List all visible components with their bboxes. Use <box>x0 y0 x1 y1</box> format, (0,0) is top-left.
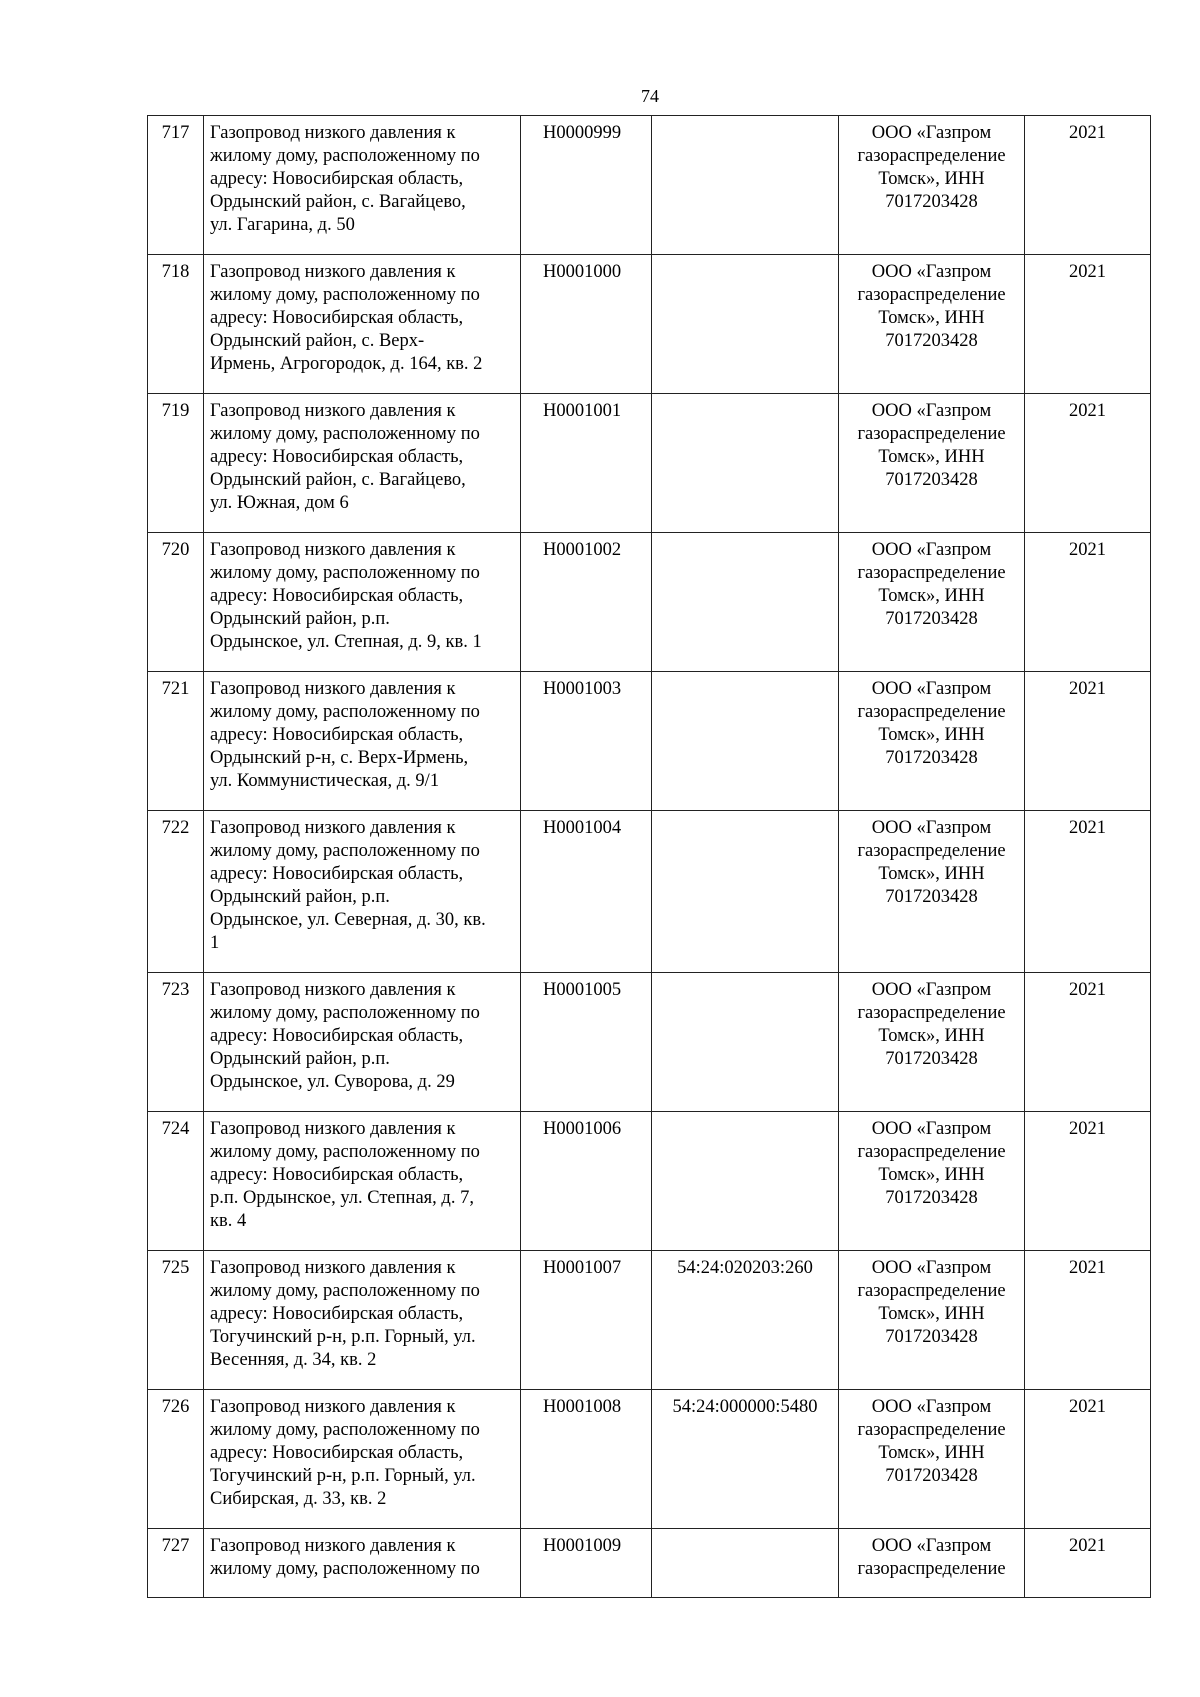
owner <box>839 1251 1025 1390</box>
object-name-line: Ордынское, ул. Северная, д. 30, кв. <box>210 910 486 930</box>
owner-line: ООО «Газпром <box>871 1258 992 1278</box>
object-name-line: жилому дому, расположенному по <box>210 563 480 583</box>
object-name <box>204 811 521 973</box>
owner-line: ООО «Газпром <box>871 540 992 560</box>
owner-line: газораспределение <box>857 841 1006 861</box>
object-name-line: Ордынское, ул. Степная, д. 9, кв. 1 <box>210 632 482 652</box>
owner-line: 7017203428 <box>885 748 978 768</box>
object-name-line: жилому дому, расположенному по <box>210 1281 480 1301</box>
object-name-line: жилому дому, расположенному по <box>210 1420 480 1440</box>
inventory-code: Н0001001 <box>521 394 652 533</box>
table-row <box>148 394 1151 533</box>
row-number: 727 <box>148 1529 204 1598</box>
owner-line: газораспределение <box>857 1281 1006 1301</box>
table-row <box>148 811 1151 973</box>
object-name-line: жилому дому, расположенному по <box>210 702 480 722</box>
object-name-line: ул. Южная, дом 6 <box>210 493 349 513</box>
owner-line: Томск», ИНН <box>878 586 985 606</box>
inventory-code: Н0001009 <box>521 1529 652 1598</box>
object-name-line: Газопровод низкого давления к <box>210 679 456 699</box>
cadastral-number <box>652 1529 839 1598</box>
table-row <box>148 1112 1151 1251</box>
object-name-line: адресу: Новосибирская область, <box>210 586 464 606</box>
owner-line: Томск», ИНН <box>878 725 985 745</box>
owner-line: ООО «Газпром <box>871 679 992 699</box>
owner-line: газораспределение <box>857 1142 1006 1162</box>
object-name-line: Ордынский р-н, с. Верх-Ирмень, <box>210 748 469 768</box>
object-name-line: Газопровод низкого давления к <box>210 401 456 421</box>
object-name-line: р.п. Ордынское, ул. Степная, д. 7, <box>210 1188 474 1208</box>
owner <box>839 811 1025 973</box>
cadastral-number: 54:24:020203:260 <box>652 1251 839 1390</box>
object-name-line: адресу: Новосибирская область, <box>210 169 464 189</box>
inventory-code: Н0000999 <box>521 116 652 255</box>
object-name-line: жилому дому, расположенному по <box>210 1559 480 1579</box>
year: 2021 <box>1025 672 1151 811</box>
object-name-line: Весенняя, д. 34, кв. 2 <box>210 1350 377 1370</box>
object-name-line: Ордынский район, р.п. <box>210 1049 390 1069</box>
object-name-line: Тогучинский р-н, р.п. Горный, ул. <box>210 1466 476 1486</box>
owner-line: газораспределение <box>857 285 1006 305</box>
owner-line: ООО «Газпром <box>871 1397 992 1417</box>
object-name-line: Газопровод низкого давления к <box>210 1397 456 1417</box>
owner-line: ООО «Газпром <box>871 401 992 421</box>
owner <box>839 672 1025 811</box>
row-number: 718 <box>148 255 204 394</box>
object-name-line: жилому дому, расположенному по <box>210 1003 480 1023</box>
object-name <box>204 1529 521 1598</box>
owner-line: 7017203428 <box>885 609 978 629</box>
object-name-line: Ордынский район, р.п. <box>210 887 390 907</box>
owner <box>839 116 1025 255</box>
object-name-line: ул. Гагарина, д. 50 <box>210 215 355 235</box>
object-name <box>204 1112 521 1251</box>
owner-line: ООО «Газпром <box>871 1536 992 1556</box>
row-number: 722 <box>148 811 204 973</box>
owner <box>839 973 1025 1112</box>
object-name-line: Газопровод низкого давления к <box>210 818 456 838</box>
owner-line: ООО «Газпром <box>871 980 992 1000</box>
year: 2021 <box>1025 394 1151 533</box>
cadastral-number <box>652 672 839 811</box>
inventory-code: Н0001007 <box>521 1251 652 1390</box>
inventory-code: Н0001005 <box>521 973 652 1112</box>
year: 2021 <box>1025 533 1151 672</box>
object-name-line: адресу: Новосибирская область, <box>210 1304 464 1324</box>
year: 2021 <box>1025 116 1151 255</box>
owner-line: 7017203428 <box>885 887 978 907</box>
inventory-code: Н0001002 <box>521 533 652 672</box>
owner-line: Томск», ИНН <box>878 1026 985 1046</box>
object-name-line: Тогучинский р-н, р.п. Горный, ул. <box>210 1327 476 1347</box>
cadastral-number <box>652 1112 839 1251</box>
object-name-line: Сибирская, д. 33, кв. 2 <box>210 1489 387 1509</box>
object-name-line: жилому дому, расположенному по <box>210 1142 480 1162</box>
owner <box>839 1112 1025 1251</box>
owner-line: Томск», ИНН <box>878 1165 985 1185</box>
page-number: 74 <box>641 86 659 106</box>
owner <box>839 394 1025 533</box>
row-number: 725 <box>148 1251 204 1390</box>
owner-line: 7017203428 <box>885 1049 978 1069</box>
owner <box>839 533 1025 672</box>
inventory-code: Н0001003 <box>521 672 652 811</box>
object-name-line: Газопровод низкого давления к <box>210 262 456 282</box>
row-number: 719 <box>148 394 204 533</box>
owner-line: Томск», ИНН <box>878 169 985 189</box>
owner-line: 7017203428 <box>885 1188 978 1208</box>
object-name-line: адресу: Новосибирская область, <box>210 1443 464 1463</box>
inventory-code: Н0001008 <box>521 1390 652 1529</box>
owner-line: газораспределение <box>857 1003 1006 1023</box>
cadastral-number <box>652 394 839 533</box>
table-row <box>148 116 1151 255</box>
registry-table <box>147 115 1151 1598</box>
table-row <box>148 1529 1151 1598</box>
inventory-code: Н0001004 <box>521 811 652 973</box>
object-name-line: жилому дому, расположенному по <box>210 424 480 444</box>
object-name <box>204 1390 521 1529</box>
owner-line: Томск», ИНН <box>878 1304 985 1324</box>
owner-line: Томск», ИНН <box>878 864 985 884</box>
object-name-line: кв. 4 <box>210 1211 247 1231</box>
year: 2021 <box>1025 1390 1151 1529</box>
object-name <box>204 1251 521 1390</box>
object-name-line: ул. Коммунистическая, д. 9/1 <box>210 771 440 791</box>
object-name-line: адресу: Новосибирская область, <box>210 725 464 745</box>
table-row <box>148 1251 1151 1390</box>
object-name <box>204 672 521 811</box>
cadastral-number <box>652 533 839 672</box>
table-row <box>148 533 1151 672</box>
table-row <box>148 1390 1151 1529</box>
object-name-line: жилому дому, расположенному по <box>210 146 480 166</box>
year: 2021 <box>1025 811 1151 973</box>
owner-line: газораспределение <box>857 563 1006 583</box>
object-name <box>204 973 521 1112</box>
cadastral-number <box>652 116 839 255</box>
object-name-line: Газопровод низкого давления к <box>210 123 456 143</box>
cadastral-number <box>652 973 839 1112</box>
object-name <box>204 533 521 672</box>
owner-line: ООО «Газпром <box>871 262 992 282</box>
row-number: 723 <box>148 973 204 1112</box>
owner <box>839 1390 1025 1529</box>
owner-line: Томск», ИНН <box>878 308 985 328</box>
row-number: 724 <box>148 1112 204 1251</box>
row-number: 721 <box>148 672 204 811</box>
table-row <box>148 255 1151 394</box>
owner-line: Томск», ИНН <box>878 1443 985 1463</box>
owner-line: 7017203428 <box>885 470 978 490</box>
year: 2021 <box>1025 1529 1151 1598</box>
owner-line: газораспределение <box>857 424 1006 444</box>
year: 2021 <box>1025 1251 1151 1390</box>
owner <box>839 255 1025 394</box>
row-number: 720 <box>148 533 204 672</box>
owner-line: ООО «Газпром <box>871 1119 992 1139</box>
object-name-line: Ордынский район, с. Верх- <box>210 331 425 351</box>
owner-line: 7017203428 <box>885 1466 978 1486</box>
table-row <box>148 973 1151 1112</box>
object-name-line: адресу: Новосибирская область, <box>210 1026 464 1046</box>
object-name-line: Ордынский район, с. Вагайцево, <box>210 470 466 490</box>
owner-line: ООО «Газпром <box>871 123 992 143</box>
object-name-line: Газопровод низкого давления к <box>210 540 456 560</box>
row-number: 717 <box>148 116 204 255</box>
cadastral-number: 54:24:000000:5480 <box>652 1390 839 1529</box>
owner-line: Томск», ИНН <box>878 447 985 467</box>
owner-line: газораспределение <box>857 1420 1006 1440</box>
inventory-code: Н0001000 <box>521 255 652 394</box>
owner-line: 7017203428 <box>885 1327 978 1347</box>
object-name-line: 1 <box>210 933 220 953</box>
object-name-line: Газопровод низкого давления к <box>210 1536 456 1556</box>
object-name-line: Газопровод низкого давления к <box>210 1119 456 1139</box>
owner <box>839 1529 1025 1598</box>
object-name-line: адресу: Новосибирская область, <box>210 308 464 328</box>
cadastral-number <box>652 811 839 973</box>
inventory-code: Н0001006 <box>521 1112 652 1251</box>
owner-line: газораспределение <box>857 146 1006 166</box>
object-name-line: жилому дому, расположенному по <box>210 285 480 305</box>
object-name-line: Ордынский район, р.п. <box>210 609 390 629</box>
object-name-line: Ордынский район, с. Вагайцево, <box>210 192 466 212</box>
object-name-line: Газопровод низкого давления к <box>210 980 456 1000</box>
year: 2021 <box>1025 973 1151 1112</box>
owner-line: 7017203428 <box>885 192 978 212</box>
object-name-line: Ирмень, Агрогородок, д. 164, кв. 2 <box>210 354 483 374</box>
object-name-line: Ордынское, ул. Суворова, д. 29 <box>210 1072 455 1092</box>
object-name <box>204 116 521 255</box>
owner-line: газораспределение <box>857 702 1006 722</box>
object-name <box>204 394 521 533</box>
object-name-line: Газопровод низкого давления к <box>210 1258 456 1278</box>
owner-line: ООО «Газпром <box>871 818 992 838</box>
object-name-line: адресу: Новосибирская область, <box>210 447 464 467</box>
row-number: 726 <box>148 1390 204 1529</box>
cadastral-number <box>652 255 839 394</box>
owner-line: 7017203428 <box>885 331 978 351</box>
year: 2021 <box>1025 255 1151 394</box>
owner-line: газораспределение <box>857 1559 1006 1579</box>
object-name-line: адресу: Новосибирская область, <box>210 864 464 884</box>
object-name-line: адресу: Новосибирская область, <box>210 1165 464 1185</box>
object-name <box>204 255 521 394</box>
year: 2021 <box>1025 1112 1151 1251</box>
object-name-line: жилому дому, расположенному по <box>210 841 480 861</box>
table-row <box>148 672 1151 811</box>
